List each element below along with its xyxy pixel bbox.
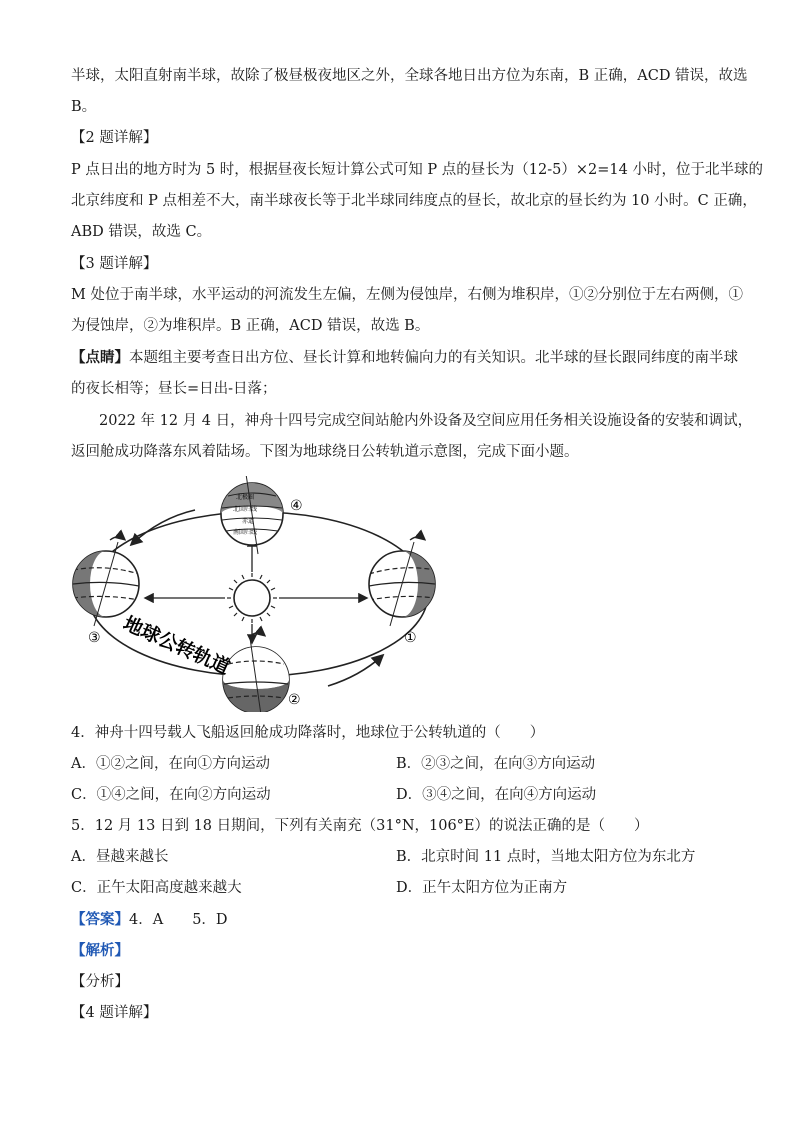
question-stem-line: 返回舱成功降落东风着陆场。下图为地球绕日公转轨道示意图，完成下面小题。 [71, 444, 579, 460]
q4-option-a[interactable]: A．①②之间，在向①方向运动 [71, 756, 270, 772]
key-point-line [71, 348, 738, 368]
sun-icon [227, 573, 277, 623]
question-5-stem: 5．12 月 13 日到 18 日期间，下列有关南充（31°N，106°E）的说法正确的是（ ） [71, 818, 649, 834]
q2-detail-line: P 点日出的地方时为 5 时，根据昼夜长短计算公式可知 P 点的昼长为（12-5）×2=14 小时，位于北半球的 [71, 162, 763, 178]
answer-label: 【答案】 [71, 911, 129, 928]
earth-globe-position-2 [223, 633, 289, 712]
q3-detail-line: 为侵蚀岸，②为堆积岸。B 正确，ACD 错误，故选 B。 [71, 318, 430, 334]
orbit-direction-arrow [132, 510, 195, 544]
key-point-line: 的夜长相等；昼长=日出-日落； [71, 381, 277, 397]
key-point-text: 本题组主要考查日出方位、昼长计算和地转偏向力的有关知识。北半球的昼长跟同纬度的南半球 [129, 350, 738, 366]
q5-option-b[interactable]: B．北京时间 11 点时，当地太阳方位为东北方 [396, 849, 696, 865]
q2-detail-line: 北京纬度和 P 点相差不大，南半球夜长等于北半球同纬度点的昼长，故北京的昼长约为 10 小时。C 正确， [71, 193, 757, 209]
q4-option-c[interactable]: C．①④之间，在向②方向运动 [71, 787, 271, 803]
position-label-3: ③ [88, 630, 101, 646]
orbit-label: 地球公转轨道 [119, 612, 234, 679]
solution-text-line: 半球，太阳直射南半球，故除了极昼极夜地区之外，全球各地日出方位为东南，B 正确，ACD 错误，故选 [71, 68, 748, 84]
fenxi-label: 【分析】 [71, 974, 129, 990]
answer-text: 4．A 5．D [129, 912, 228, 928]
position-label-2: ② [288, 692, 301, 708]
globe-label-tropic-cancer: 北回归线 [233, 506, 258, 513]
q5-option-d[interactable]: D．正午太阳方位为正南方 [396, 880, 568, 896]
globe-label-equator: 赤道 [242, 518, 255, 525]
q5-option-a[interactable]: A．昼越来越长 [71, 849, 169, 865]
q3-detail-heading: 【3 题详解】 [71, 256, 158, 272]
q3-detail-line: M 处位于南半球，水平运动的河流发生左偏，左侧为侵蚀岸，右侧为堆积岸，①②分别位于左右两侧，① [71, 287, 743, 303]
earth-globe-position-4 [221, 476, 283, 554]
q2-detail-heading: 【2 题详解】 [71, 130, 158, 146]
key-point-label: 【点睛】 [71, 349, 129, 366]
orbit-direction-arrow [328, 656, 382, 686]
question-4-stem: 4．神舟十四号载人飞船返回舱成功降落时，地球位于公转轨道的（ ） [71, 725, 545, 741]
q4-option-d[interactable]: D．③④之间，在向④方向运动 [396, 787, 597, 803]
position-label-4: ④ [290, 498, 303, 514]
globe-label-tropic-capricorn: 南回归线 [233, 529, 258, 536]
globe-label-arctic-circle: 北极圈 [236, 494, 255, 501]
earth-orbit-diagram [60, 476, 460, 712]
q5-option-c[interactable]: C．正午太阳高度越来越大 [71, 880, 242, 896]
question-stem-line: 2022 年 12 月 4 日，神舟十四号完成空间站舱内外设备及空间应用任务相关设施设备的安装和调试， [99, 413, 753, 429]
position-label-1: ① [404, 630, 417, 646]
q4-detail-heading: 【4 题详解】 [71, 1005, 158, 1021]
q4-option-b[interactable]: B．②③之间，在向③方向运动 [396, 756, 596, 772]
answer-line [71, 910, 228, 930]
analysis-label: 【解析】 [71, 942, 129, 959]
q2-detail-line: ABD 错误，故选 C。 [71, 224, 212, 240]
solution-text-line: B。 [71, 99, 97, 115]
